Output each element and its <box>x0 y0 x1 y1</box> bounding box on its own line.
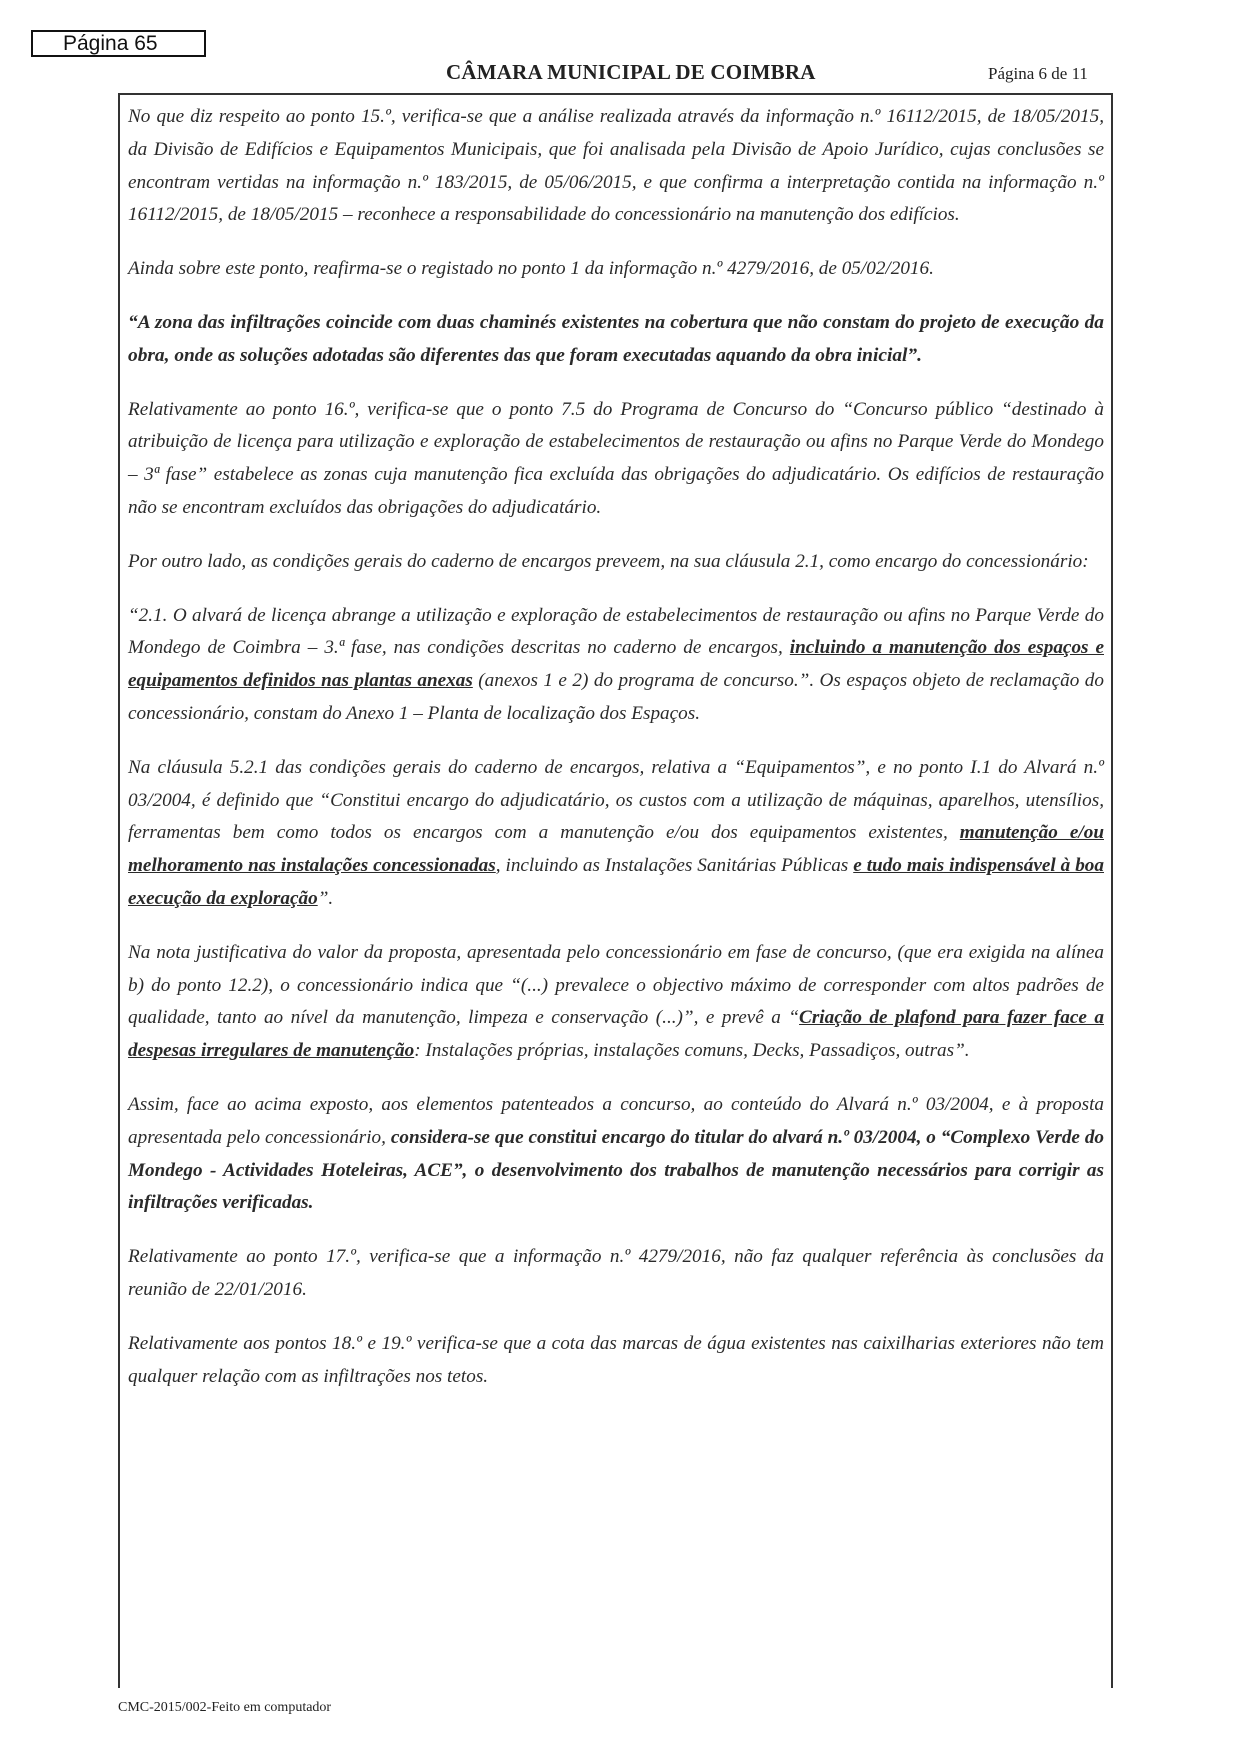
document-page-counter: Página 6 de 11 <box>988 64 1088 83</box>
paragraph-reafirma: Ainda sobre este ponto, reafirma-se o registado no ponto 1 da informação n.º 4279/2016, de 05/02/2016. <box>128 258 934 280</box>
document-header-title: CÂMARA MUNICIPAL DE COIMBRA <box>446 60 816 84</box>
paragraph-ponto-15: No que diz respeito ao ponto 15.º, verifica-se que a análise realizada através da informação n.º 16112/2015, de 18/05/2015, da Divisão de Edifícios e Equipamentos Municipais, que foi analisada pela Divisão de Apoio Jurídico, cujas conclusões se encontram vertidas na informação n.º 183/2015, de 05/06/2015, e que confirma a interpretação contida na informação n.º 16112/2015, de 18/05/2015 – reconhece a responsabilidade do concessionário na manutenção dos edifícios. <box>128 106 1104 226</box>
document-footer: CMC-2015/002-Feito em computador <box>118 1700 332 1715</box>
underlined-emphasis: manutenção e/ou melhoramento nas instalações concessionadas <box>128 822 1104 877</box>
text-run: , incluindo as Instalações Sanitárias Públicas <box>495 855 854 877</box>
text-run: (anexos 1 e 2) do programa de concurso.”. Os espaços objeto de reclamação do concessionário, constam do Anexo 1 – Planta de localização dos Espaços. <box>128 670 1104 724</box>
underlined-emphasis: incluindo a manutenção dos espaços e equipamentos definidos nas plantas anexas <box>128 637 1104 692</box>
paragraph-quote-infiltracoes: “A zona das infiltrações coincide com duas chaminés existentes na cobertura que não constam do projeto de execução da obra, onde as soluções adotadas são diferentes das que foram executadas aquando da obra inicial”. <box>128 311 1104 366</box>
paragraph-ponto-16: Relativamente ao ponto 16.º, verifica-se que o ponto 7.5 do Programa de Concurso do “Concurso público “destinado à atribuição de licença para utilização e exploração de estabelecimentos de restauração ou afins no Parque Verde do Mondego – 3ª fase” estabelece as zonas cuja manutenção fica excluída das obrigações do adjudicatário. Os edifícios de restauração não se encontram excluídos das obrigações do adjudicatário. <box>128 398 1104 518</box>
header-rule <box>118 93 1112 95</box>
document-body <box>120 101 1112 1681</box>
underlined-emphasis: Criação de plafond para fazer face a despesas irregulares de manutenção <box>128 1007 1105 1062</box>
paragraph-clausula-5-2-1 <box>128 752 1104 916</box>
paragraph-clausula-2-1 <box>128 600 1104 731</box>
text-run: Na nota justificativa do valor da proposta, apresentada pelo concessionário em fase de concurso, (que era exigida na alínea b) do ponto 12.2), o concessionário indica que “(...) prevalece o objectivo máximo de corresponder com altos padrões de qualidade, tanto ao nível da manutenção, limpeza e conservação (...)”, e prevê a “ <box>128 941 1104 1029</box>
paragraph-pontos-18-19: Relativamente aos pontos 18.º e 19.º verifica-se que a cota das marcas de água existentes nas caixilharias exteriores não tem qualquer relação com as infiltrações nos tetos. <box>128 1332 1104 1387</box>
underlined-emphasis: e tudo mais indispensável à boa execução da exploração <box>128 855 1104 909</box>
text-run: : Instalações próprias, instalações comuns, Decks, Passadiços, outras”. <box>414 1040 970 1062</box>
text-run: ”. <box>317 887 334 909</box>
paragraph-conclusao <box>128 1089 1104 1220</box>
text-run: Assim, face ao acima exposto, aos elementos patenteados a concurso, ao conteúdo do Alvará n.º 03/2004, e à proposta apresentada pelo concessionário, <box>128 1093 1104 1148</box>
paragraph-nota-justificativa <box>128 937 1104 1068</box>
paragraph-condicoes-gerais: Por outro lado, as condições gerais do caderno de encargos preveem, na sua cláusula 2.1, como encargo do concessionário: <box>128 550 1089 572</box>
bold-conclusion: considera-se que constitui encargo do titular do alvará n.º 03/2004, o “Complexo Verde do Mondego - Actividades Hoteleiras, ACE”, o desenvolvimento dos trabalhos de manutenção necessários para corrigir as infiltrações verificadas. <box>128 1126 1104 1214</box>
text-run: “2.1. O alvará de licença abrange a utilização e exploração de estabelecimentos de restauração ou afins no Parque Verde do Mondego de Coimbra – 3.ª fase, nas condições descritas no caderno de encargos, <box>128 604 1104 659</box>
text-run: Na cláusula 5.2.1 das condições gerais do caderno de encargos, relativa a “Equipamentos”, e no ponto I.1 do Alvará n.º 03/2004, é definido que “Constitui encargo do adjudicatário, os custos com a utilização de máquinas, aparelhos, utensílios, ferramentas bem como todos os encargos com a manutenção e/ou dos equipamentos existentes, <box>128 756 1104 844</box>
paragraph-ponto-17: Relativamente ao ponto 17.º, verifica-se que a informação n.º 4279/2016, não faz qualquer referência às conclusões da reunião de 22/01/2016. <box>128 1246 1104 1300</box>
page-number-tag: Página 65 <box>31 30 206 57</box>
